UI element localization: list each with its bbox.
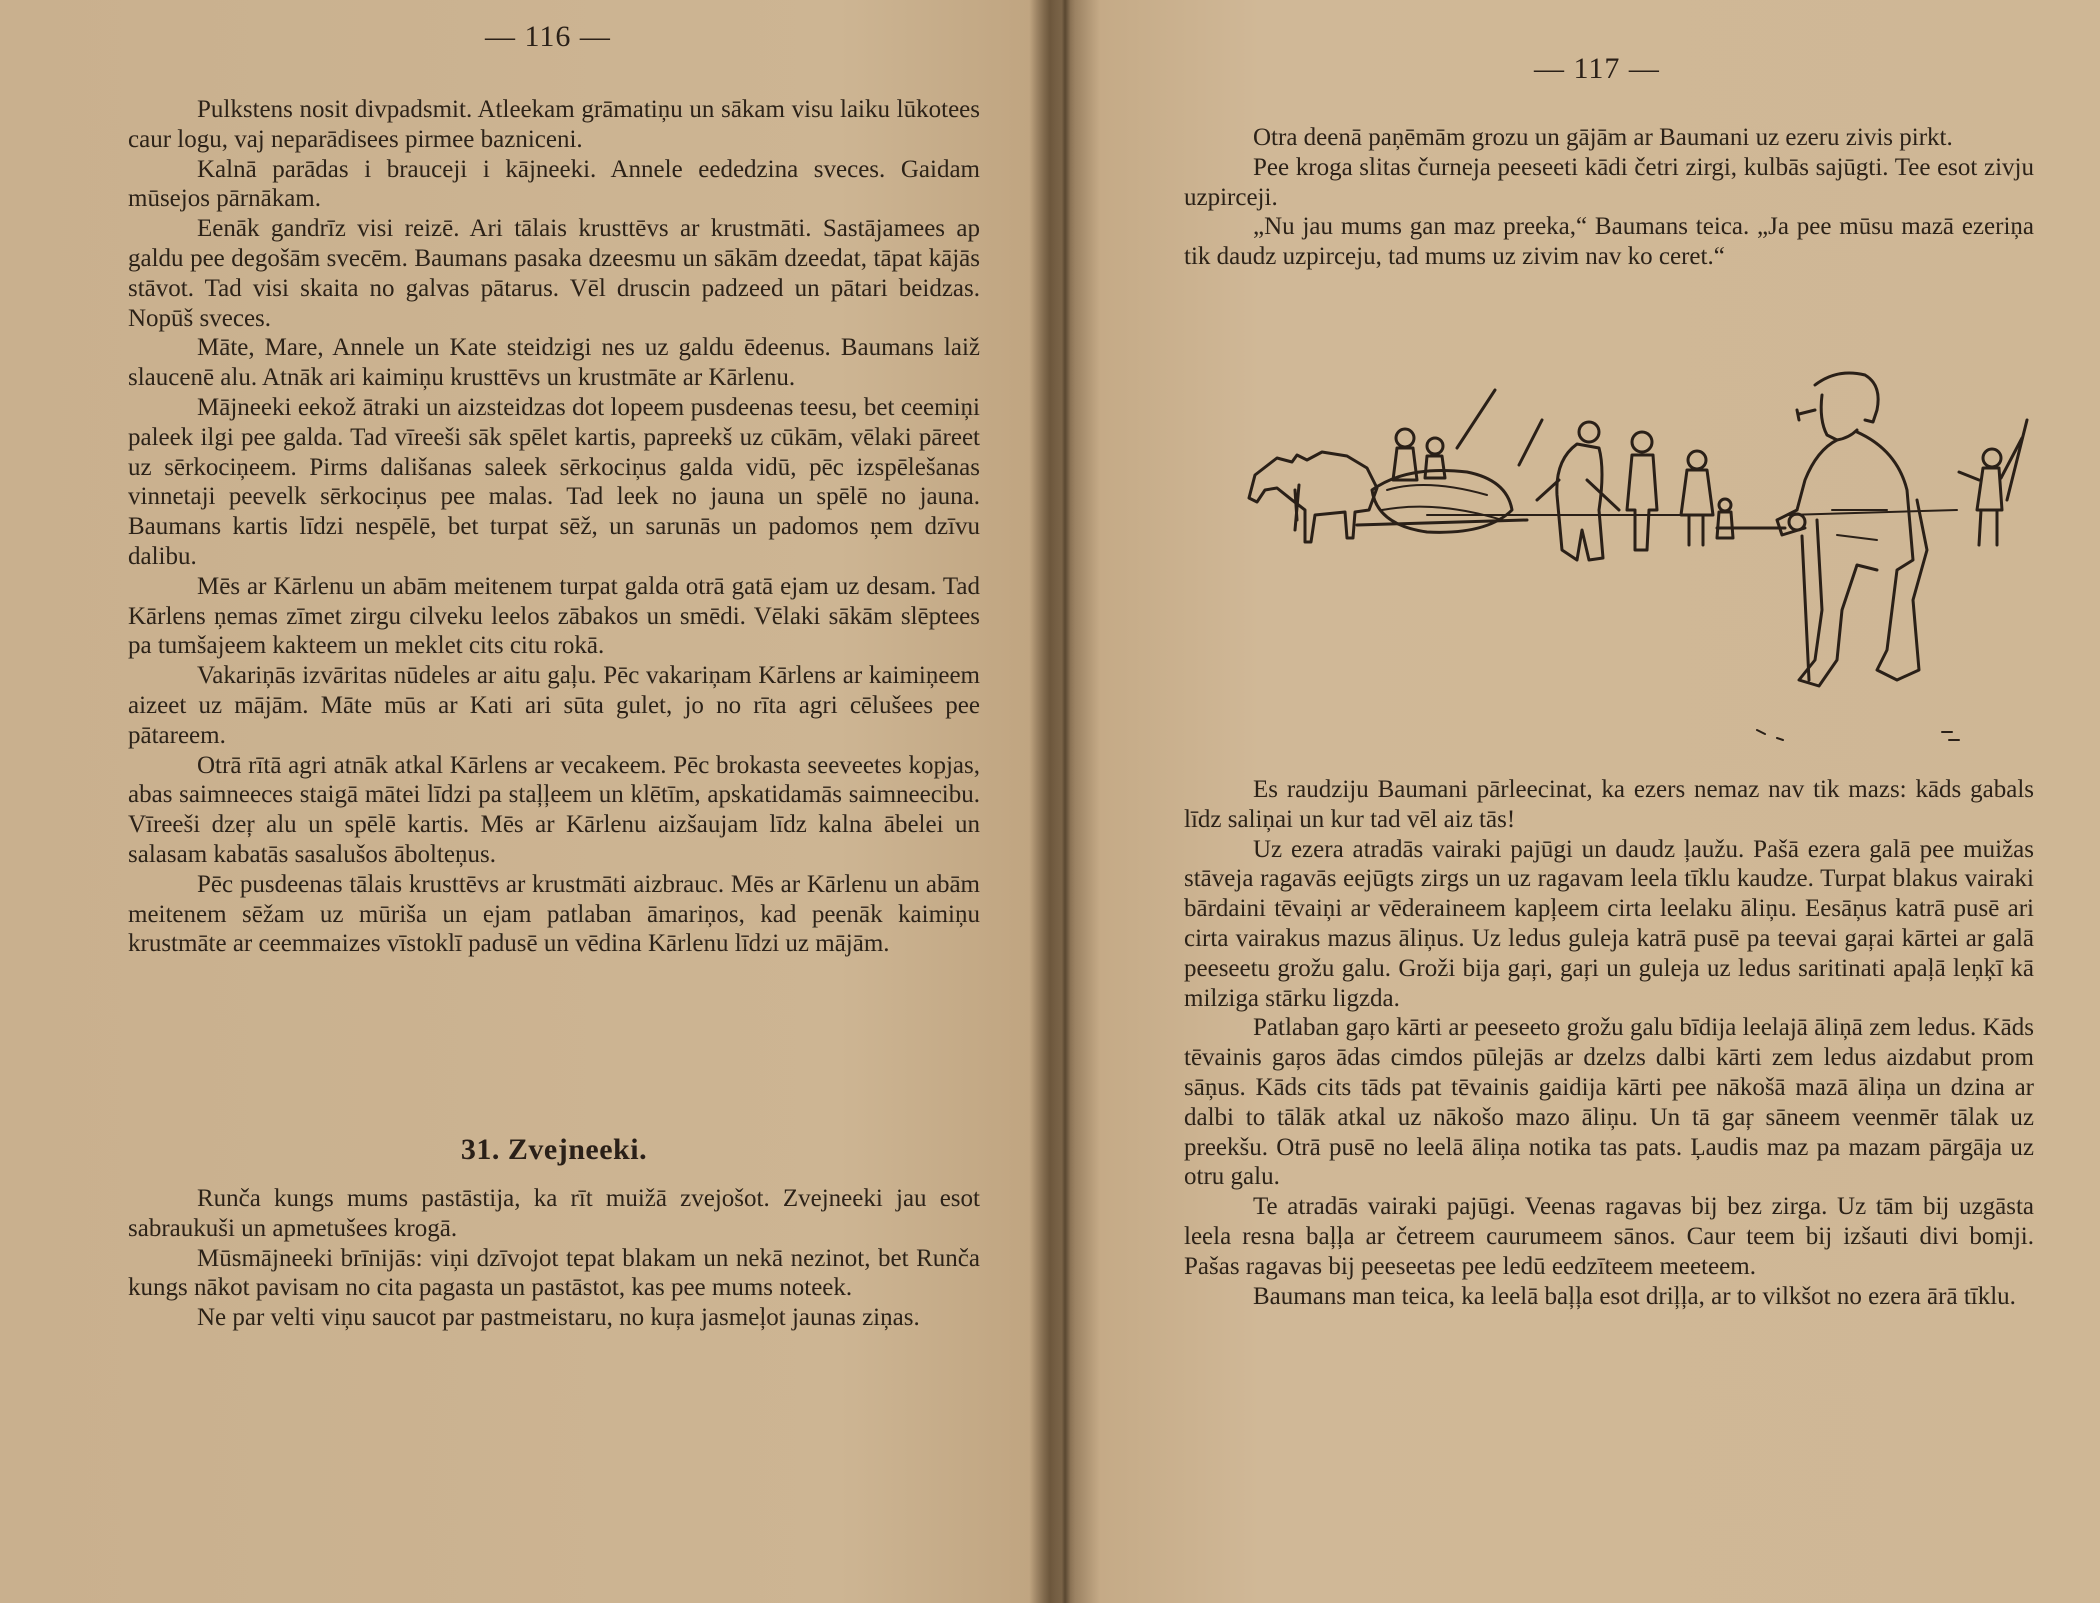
paragraph: Patlaban gaŗo kārti ar peeseeto grožu galu bīdija leelajā āliņā zem ledus. Kāds tēvainis gaŗos ādas cimdos pūlejās ar dzelzs dalbi kārti zem ledus aizdabut prom sāņus. Kāds cits tāds pat tēvainis gaidija kārti pee nākošā mazā āliņa un dzina ar dalbi to tālāk atkal uz nākošo mazo āliņu. Un tā gaŗ sāneem veenmēr tālak uz preekšu. Otrā pusē no leelā āliņa notika tas pats. Ļaudis maz pa mazam pārgāja uz otru galu.	[1184, 1014, 2034, 1191]
paragraph: Te atradās vairaki pajūgi. Veenas ragavas bij bez zirga. Uz tām bij uzgāsta leela resna baļļa ar četreem caurumeem sānos. Caur teem bij izšauti divi bomji. Pašas ragavas bij peeseetas pee ledū eedzīteem meeteem.	[1184, 1193, 2034, 1280]
ink-sketch-fishermen-on-ice-icon	[1237, 360, 2037, 750]
paragraph: Kalnā parādas i brauceji i kājneeki. Annele eededzina sveces. Gaidam mūsejos pārnākam.	[128, 155, 980, 213]
paragraph: Pee kroga slitas čurneja peeseeti kādi četri zirgi, kulbās sajūgti. Tee esot zivju uzpirceji.	[1184, 153, 2034, 211]
left-page-body	[128, 95, 980, 959]
paragraph: Otrā rītā agri atnāk atkal Kārlens ar vecakeem. Pēc brokasta seeveetes kopjas, abas saimneeces staigā mātei līdzi pa staļļeem un klētīm, apskatidamās saimneecibu. Vīreeši dzeŗ alu un spēlē kartis. Mēs ar Kārlenu aizšaujam līdz kalna ābelei un salasam kabatās sasalušos ābolteņus.	[128, 751, 980, 868]
paragraph: Pēc pusdeenas tālais krusttēvs ar krustmāti aizbrauc. Mēs ar Kārlenu un abām meitenem sēžam uz mūriša un ejam patlaban āmariņos, kad peenāk kaimiņu krustmāte ar ceemmaizes vīstoklī padusē un vēdina Kārlenu līdzi uz mājām.	[128, 870, 980, 958]
paragraph: Mājneeki eekož ātraki un aizsteidzas dot lopeem pusdeenas teesu, bet ceemiņi paleek ilgi pee galda. Tad vīreeši sāk spēlet kartis, papreekš uz cūkām, vēlaki pāreet uz sērkociņeem. Pirms dališanas saleek sērkociņus galda vidū, pēc izspēlešanas vinnetaji peevelk sērkociņus pee malas. Tad leek no jauna un spēlē no jauna. Baumans kartis līdzi nespēlē, bet turpat sēž, un sarunās un padomos ņem dzīvu dalibu.	[128, 393, 980, 570]
paragraph: Baumans man teica, ka leelā baļļa esot driļļa, ar to vilkšot no ezera ārā tīklu.	[1253, 1282, 2016, 1310]
paragraph: Otra deenā paņēmām grozu un gājām ar Baumani uz ezeru zivis pirkt.	[1253, 124, 1953, 151]
paragraph: Es raudziju Baumani pārleecinat, ka ezers nemaz nav tik mazs: kāds gabals līdz saliņai un kur tad vēl aiz tās!	[1184, 776, 2034, 833]
paragraph: Vakariņās izvāritas nūdeles ar aitu gaļu. Pēc vakariņam Kārlens ar kaimiņeem aizeet uz mājām. Māte mūs ar Kati ari sūta gulet, jo no rīta agri cēlušees pee pātareem.	[128, 662, 980, 749]
right-page-intro	[1184, 123, 2034, 272]
paragraph: Māte, Mare, Annele un Kate steidzigi nes uz galdu ēdeenus. Baumans laiž slaucenē alu. Atnāk ari kaimiņu krusttēvs un krustmāte ar Kārlenu.	[128, 334, 980, 392]
paragraph: Ne par velti viņu saucot par pastmeistaru, no kuŗa jasmeļot jaunas ziņas.	[197, 1304, 920, 1332]
page-number-right: — 117 —	[1534, 52, 1660, 85]
fishermen-illustration	[1237, 360, 2037, 750]
right-page-body	[1184, 775, 2034, 1311]
paragraph: Mēs ar Kārlenu un abām meitenem turpat galda otrā gatā ejam uz desam. Tad Kārlens ņemas zīmet zirgu cilveku leelos zābakos un smēdi. Vēlaki sākām slēptees pa tumšajeem kakteem un meklet cits citu rokā.	[128, 572, 980, 660]
paragraph: Mūsmājneeki brīnijās: viņi dzīvojot tepat blakam un nekā nezinot, bet Runča kungs nākot pavisam no cita pagasta un pastāstot, kas pee mums noteek.	[128, 1244, 980, 1302]
paragraph: „Nu jau mums gan maz preeka,“ Baumans teica. „Ja pee mūsu mazā ezeriņa tik daudz uzpirceju, tad mums uz zivim nav ko ceret.“	[1184, 213, 2034, 271]
paragraph: Pulkstens nosit divpadsmit. Atleekam grāmatiņu un sākam visu laiku lūkotees caur logu, vaj neparādisees pirmee bazniceni.	[128, 96, 980, 153]
right-page	[1062, 0, 2100, 1603]
paragraph: Runča kungs mums pastāstija, ka rīt muižā zvejošot. Zvejneeki jau esot sabraukuši un apmetušees krogā.	[128, 1185, 980, 1242]
paragraph: Eenāk gandrīz visi reizē. Ari tālais krusttēvs ar krustmāti. Sastājamees ap galdu pee degošām svecēm. Baumans pasaka dzeesmu un sākām dzeedat, tāpat kājās stāvot. Tad visi skaita no galvas pātarus. Vēl druscin padzeed un pātari beidzas. Nopūš sveces.	[128, 215, 980, 332]
chapter-title: 31. Zvejneeki.	[460, 1133, 648, 1166]
left-page-chapter-body	[128, 1184, 980, 1333]
paragraph: Uz ezera atradās vairaki pajūgi un daudz ļaužu. Pašā ezera galā pee muižas stāveja ragavās eejūgts zirgs un uz ragavam leela tīklu kaudze. Turpat blakus vairaki bārdaini tēvaiņi ar vēderaineem kapļeem cirta leelaku āliņu. Eesāņus katrā pusē ari cirta vairakus mazus āliņus. Uz ledus guleja katrā pusē pa teevai gaŗai kārtei ar galā peeseetu grožu galu. Groži bija gaŗi, gaŗi un guleja uz ledus saritinati apaļā leņķī kā milziga stārku ligzda.	[1184, 835, 2034, 1012]
page-number-left: — 116 —	[485, 20, 611, 53]
